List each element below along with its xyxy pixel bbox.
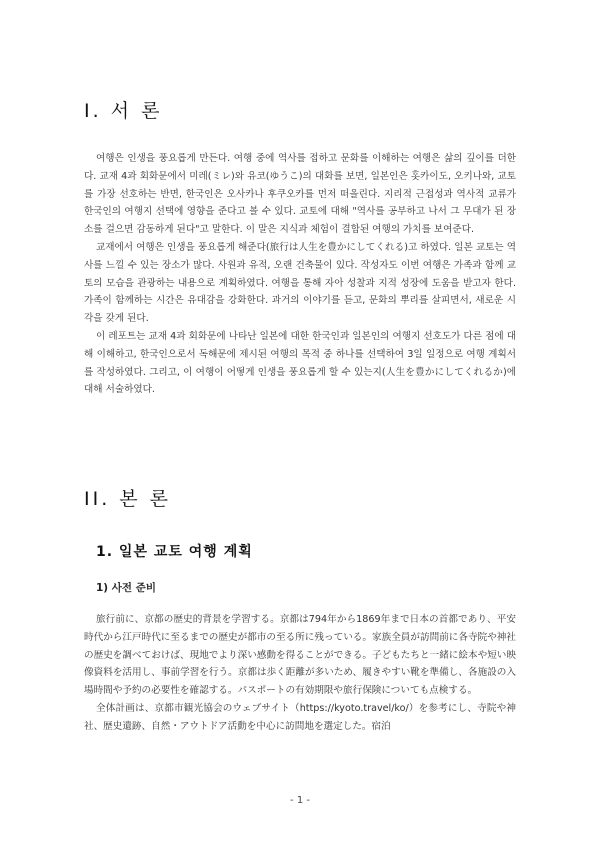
subsubsection-title: 1) 사전 준비 xyxy=(96,582,156,594)
intro-paragraph-1: 여행은 인생을 풍요롭게 만든다. 여행 중에 역사를 접하고 문화를 이해하는 여행은 삶의 깊이를 더한다. 교재 4과 회화문에서 미레(ミレ)와 유코(ゆうこ)의 대화를 보면, 일본인은 홋카이도, 오키나와, 교토를 가장 선호하는 반면, 한국인은 오사카나 후쿠오카를 먼저 떠올린다. 지리적 근접성과 역사적 교류가 한국인의 여행지 선택에 영향을 준다고 볼 수 있다. 교토에 대해 "역사를 공부하고 나서 그 무대가 된 장소를 걸으면 감동하게 된다"고 말한다. 이 말은 지식과 체험이 결합된 여행의 가치를 보여준다. xyxy=(84,153,516,236)
section-title-main-body: II. 본 론 xyxy=(84,488,172,510)
section-title-introduction: I. 서 론 xyxy=(84,100,163,122)
introduction-body xyxy=(84,150,516,399)
preparation-body xyxy=(84,611,516,736)
intro-paragraph-3: 이 레포트는 교재 4과 회화문에 나타난 일본에 대한 한국인과 일본인의 여행지 선호도가 다른 점에 대해 이해하고, 한국인으로서 독해문에 제시된 여행의 목적 중 하나를 선택하여 3일 일정으로 여행 계획서를 작성하였다. 그리고, 이 여행이 어떻게 인생을 풍요롭게 할 수 있는지(人生を豊かにしてくれるか)에 대해 서술하였다. xyxy=(84,330,516,396)
prep-paragraph-1: 旅行前に、京都の歴史的背景を学習する。京都は794年から1869年まで日本の首都であり、平安時代から江戸時代に至るまでの歴史が都市の至る所に残っている。家族全員が訪問前に各寺院や神社の歴史を調べておけば、現地でより深い感動を得ることができる。子どもたちと一緒に絵本や短い映像資料を活用し、事前学習を行う。京都は歩く距離が多いため、履きやすい靴を準備し、各施設の入場時間や予約の必要性を確認する。パスポートの有効期限や旅行保険についても点検する。 xyxy=(84,614,516,697)
subsection-title: 1. 일본 교토 여행 계획 xyxy=(96,544,253,560)
intro-paragraph-2: 교재에서 여행은 인생을 풍요롭게 해준다(旅行は人生を豊かにしてくれる)고 하였다. 일본 교토는 역사를 느낄 수 있는 장소가 많다. 사원과 유적, 오랜 건축물이 있다. 작성자도 이번 여행은 가족과 함께 교토의 모습을 관광하는 내용으로 계획하였다. 여행을 통해 자아 성찰과 지적 성장에 도움을 받고자 한다. 가족이 함께하는 시간은 유대감을 강화한다. 과거의 이야기를 듣고, 문화의 뿌리를 살피면서, 새로운 시각을 갖게 된다. xyxy=(84,241,516,325)
prep-paragraph-2: 全体計画は、京都市観光協会のウェブサイト（https://kyoto.travel/ko/）を参考にし、寺院や神社、歴史遺跡、自然・アウトドア活動を中心に訪問地を選定した。宿泊 xyxy=(84,702,516,732)
page-number: - 1 - xyxy=(290,795,310,806)
